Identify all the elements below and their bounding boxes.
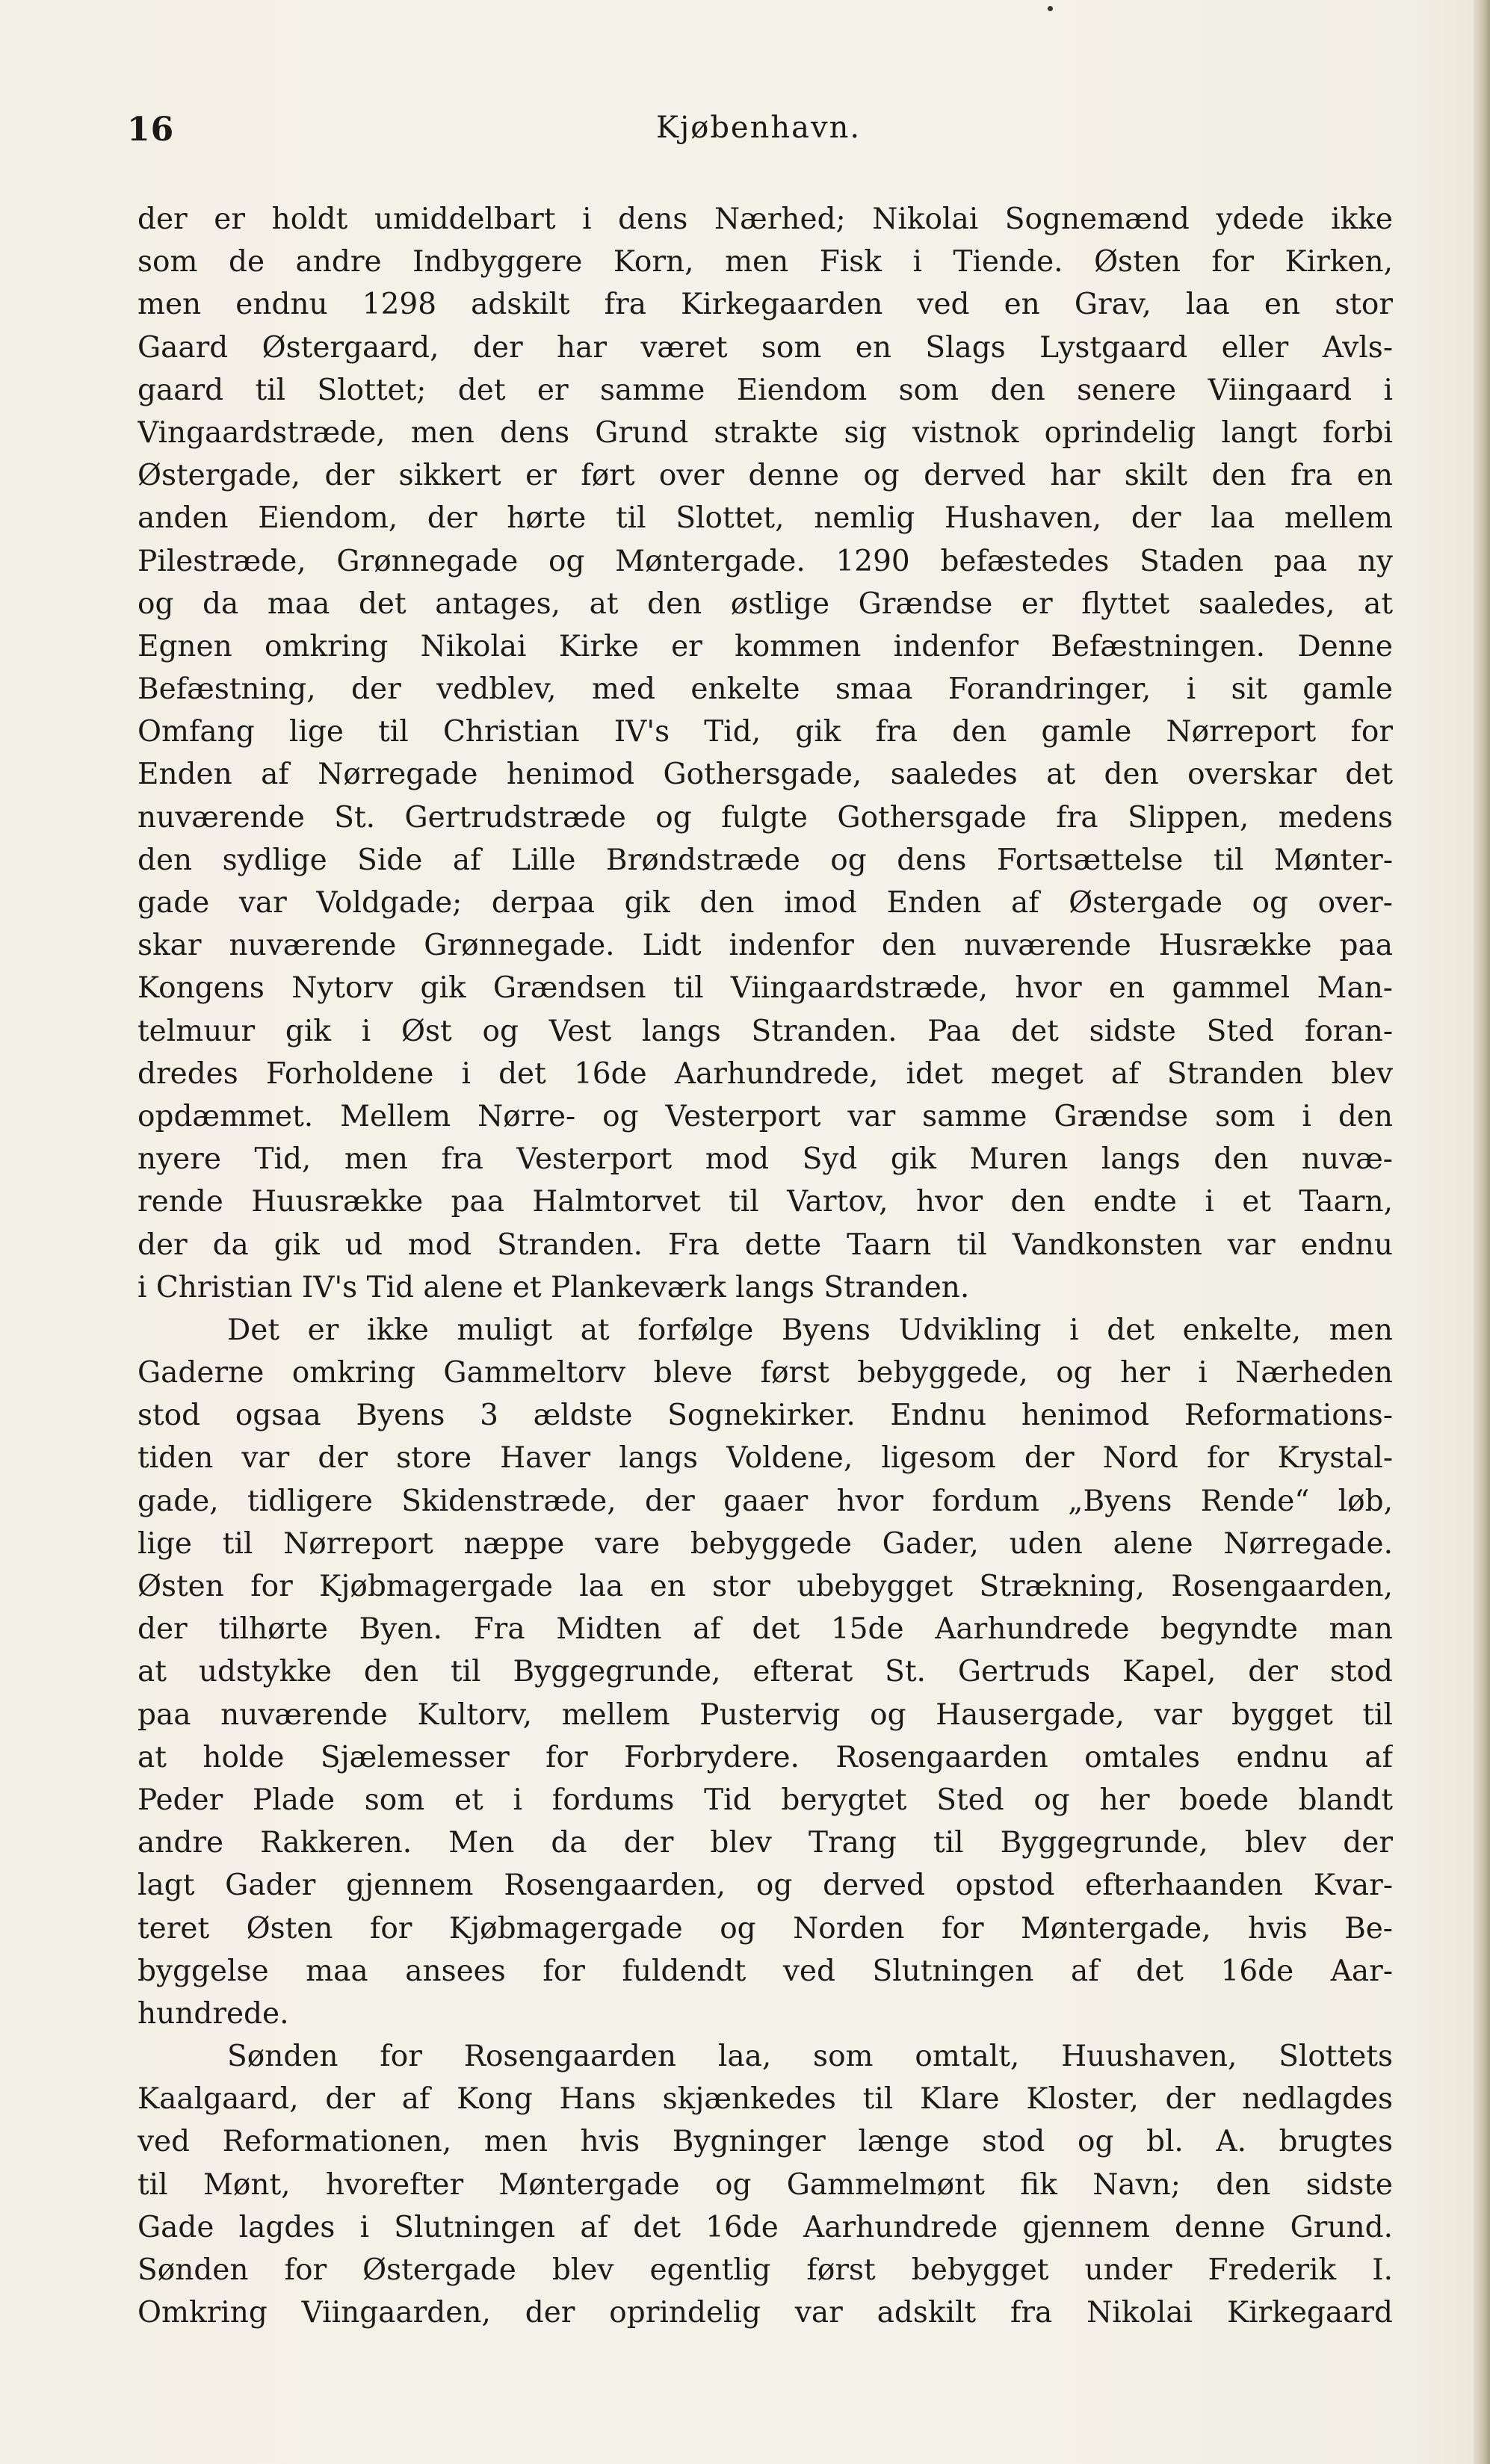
- text-line: anden Eiendom, der hørte til Slottet, nemlig Hushaven, der laa mellem: [137, 501, 1393, 536]
- body-text: [137, 198, 1393, 2334]
- page-number: 16: [127, 111, 175, 149]
- text-line: nyere Tid, men fra Vesterport mod Syd gik Muren langs den nuvæ-: [137, 1142, 1393, 1177]
- ink-speck: [1048, 6, 1053, 11]
- text-line: teret Østen for Kjøbmagergade og Norden for Møntergade, hvis Be-: [137, 1911, 1393, 1945]
- text-line: byggelse maa ansees for fuldendt ved Slutningen af det 16de Aar-: [137, 1954, 1393, 1988]
- text-line: Kaalgaard, der af Kong Hans skjænkedes til Klare Kloster, der nedlagdes: [137, 2082, 1393, 2117]
- text-line: tiden var der store Haver langs Voldene, ligesom der Nord for Krystal-: [137, 1441, 1393, 1476]
- text-line: nuværende St. Gertrudstræde og fulgte Gothersgade fra Slippen, medens: [137, 800, 1393, 835]
- text-line: Befæstning, der vedblev, med enkelte smaa Forandringer, i sit gamle: [137, 672, 1393, 707]
- text-line: Gade lagdes i Slutningen af det 16de Aarhundrede gjennem denne Grund.: [137, 2210, 1393, 2244]
- text-line: men endnu 1298 adskilt fra Kirkegaarden ved en Grav, laa en stor: [137, 288, 1393, 322]
- text-line: Sønden for Østergade blev egentlig først bebygget under Frederik I.: [137, 2253, 1393, 2287]
- text-line: Gaderne omkring Gammeltorv bleve først bebyggede, og her i Nærheden: [137, 1356, 1393, 1390]
- text-line: dredes Forholdene i det 16de Aarhundrede, idet meget af Stranden blev: [137, 1056, 1393, 1091]
- text-line: Pilestræde, Grønnegade og Møntergade. 1290 befæstedes Staden paa ny: [137, 544, 1393, 578]
- page-header: [127, 105, 1390, 157]
- text-line: Det er ikke muligt at forfølge Byens Udvikling i det enkelte, men: [227, 1313, 1393, 1347]
- text-line: Vingaardstræde, men dens Grund strakte sig vistnok oprindelig langt forbi: [137, 415, 1393, 450]
- text-line: i Christian IV's Tid alene et Plankeværk langs Stranden.: [137, 1270, 970, 1304]
- text-line: Egnen omkring Nikolai Kirke er kommen indenfor Befæstningen. Denne: [137, 629, 1393, 663]
- text-line: gaard til Slottet; det er samme Eiendom som den senere Viingaard i: [137, 373, 1393, 407]
- text-line: lagt Gader gjennem Rosengaarden, og derved opstod efterhaanden Kvar-: [137, 1869, 1393, 1903]
- text-line: at holde Sjælemesser for Forbrydere. Rosengaarden omtales endnu af: [137, 1740, 1393, 1774]
- text-line: Enden af Nørregade henimod Gothersgade, saaledes at den overskar det: [137, 758, 1393, 792]
- text-line: telmuur gik i Øst og Vest langs Stranden. Paa det sidste Sted foran-: [137, 1014, 1393, 1048]
- text-line: Sønden for Rosengaarden laa, som omtalt, Huushaven, Slottets: [227, 2040, 1393, 2074]
- text-line: der er holdt umiddelbart i dens Nærhed; Nikolai Sognemænd ydede ikke: [137, 202, 1393, 236]
- text-line: den sydlige Side af Lille Brøndstræde og dens Fortsættelse til Mønter-: [137, 843, 1393, 877]
- text-line: Peder Plade som et i fordums Tid berygtet Sted og her boede blandt: [137, 1783, 1393, 1817]
- running-title: Kjøbenhavn.: [655, 111, 862, 145]
- text-line: stod ogsaa Byens 3 ældste Sognekirker. Endnu henimod Reformations-: [137, 1399, 1393, 1433]
- text-line: gade, tidligere Skidenstræde, der gaaer hvor fordum „Byens Rende“ løb,: [137, 1484, 1393, 1518]
- text-line: gade var Voldgade; derpaa gik den imod Enden af Østergade og over-: [137, 886, 1393, 920]
- text-line: rende Huusrække paa Halmtorvet til Vartov, hvor den endte i et Taarn,: [137, 1185, 1393, 1219]
- text-line: Omkring Viingaarden, der oprindelig var adskilt fra Nikolai Kirkegaard: [137, 2296, 1393, 2330]
- text-line: hundrede.: [137, 1996, 289, 2031]
- text-line: Kongens Nytorv gik Grændsen til Viingaardstræde, hvor en gammel Man-: [137, 971, 1393, 1006]
- text-line: der tilhørte Byen. Fra Midten af det 15de Aarhundrede begyndte man: [137, 1612, 1393, 1647]
- text-line: lige til Nørreport næppe vare bebyggede Gader, uden alene Nørregade.: [137, 1526, 1393, 1561]
- text-line: der da gik ud mod Stranden. Fra dette Taarn til Vandkonsten var endnu: [137, 1228, 1393, 1262]
- text-line: og da maa det antages, at den østlige Grændse er flyttet saaledes, at: [137, 586, 1393, 621]
- page-edge-shadow: [1474, 0, 1490, 2464]
- text-line: Omfang lige til Christian IV's Tid, gik fra den gamle Nørreport for: [137, 715, 1393, 749]
- text-line: skar nuværende Grønnegade. Lidt indenfor den nuværende Husrække paa: [137, 929, 1393, 963]
- text-line: paa nuværende Kultorv, mellem Pustervig og Hausergade, var bygget til: [137, 1697, 1393, 1732]
- text-line: opdæmmet. Mellem Nørre- og Vesterport var samme Grændse som i den: [137, 1099, 1393, 1133]
- text-line: at udstykke den til Byggegrunde, efterat St. Gertruds Kapel, der stod: [137, 1655, 1393, 1689]
- text-line: til Mønt, hvorefter Møntergade og Gammelmønt fik Navn; den sidste: [137, 2167, 1393, 2202]
- text-line: Gaard Østergaard, der har været som en Slags Lystgaard eller Avls-: [137, 330, 1393, 365]
- text-line: Østergade, der sikkert er ført over denne og derved har skilt den fra en: [137, 459, 1393, 493]
- text-line: ved Reformationen, men hvis Bygninger længe stod og bl. A. brugtes: [137, 2125, 1393, 2159]
- text-line: som de andre Indbyggere Korn, men Fisk i Tiende. Østen for Kirken,: [137, 245, 1393, 279]
- text-line: andre Rakkeren. Men da der blev Trang til Byggegrunde, blev der: [137, 1826, 1393, 1860]
- text-line: Østen for Kjøbmagergade laa en stor ubebygget Strækning, Rosengaarden,: [137, 1570, 1393, 1603]
